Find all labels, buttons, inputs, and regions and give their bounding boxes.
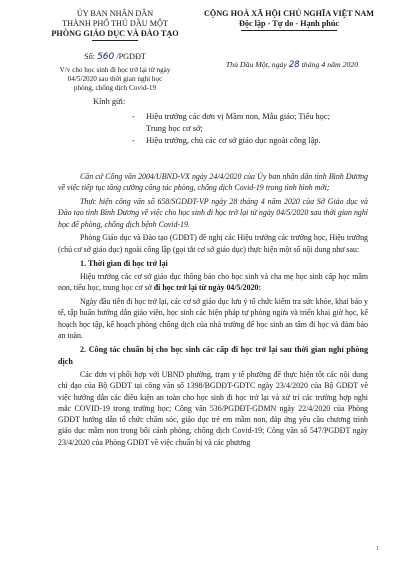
date-suffix: tháng 4 năm 2020 (299, 60, 359, 69)
section-heading-2: 2. Công tác chuẩn bị cho học sinh các cấp đi học trở lại sau thời gian nghỉ phòng dịch (58, 345, 368, 366)
greeting: Kính gửi: (93, 97, 126, 106)
document-subject (40, 66, 190, 93)
return-date-text: Hiệu trưởng các cơ sở giáo dục thông báo cho học sinh và cha mẹ học sinh cấp học mầm non, tiểu học, trung học cơ sở (58, 272, 368, 293)
issue-date (200, 60, 384, 70)
motto: Độc lập - Tự do - Hạnh phúc (238, 19, 340, 28)
section-heading-1: 1. Thời gian đi học trở lại (80, 258, 168, 268)
paragraph-basis: Căn cứ Công văn 2004/UBND-VX ngày 24/4/2020 của Ủy ban nhân dân tỉnh Bình Dương về việc tiếp tục tăng cường công tác phòng, chống dịch Covid-19 trong tình hình mới; (58, 172, 368, 193)
subject-line-2: 04/5/2020 sau thời gian nghỉ học (67, 75, 163, 83)
paragraph-return-date (58, 271, 368, 294)
agency-underline (92, 40, 138, 41)
page-number: 1 (376, 546, 379, 552)
document-body (58, 171, 368, 450)
recipient-item: - Hiệu trưởng các đơn vị Mầm non, Mẫu giáo; Tiểu học; (132, 112, 330, 121)
agency-name: PHÒNG GIÁO DỤC VÀ ĐÀO TẠO (51, 29, 179, 38)
recipient-text: Hiệu trưởng, chủ các cơ sở giáo dục ngoài công lập. (146, 136, 321, 145)
doc-number-suffix: /PGDĐT (114, 52, 146, 61)
paragraph-implementation: Thực hiện công văn số 658/SGDĐT-VP ngày 28 tháng 4 năm 2020 của Sở Giáo dục và Đào tạo tỉnh Bình Dương về việc cho học sinh đi học trở lại từ ngày 04/5/2020 sau thời gian nghỉ học để phòng, chống dịch bệnh Covid-19. (58, 196, 368, 229)
paragraph-request: Phòng Giáo dục và Đào tạo (GDĐT) đề nghị các Hiệu trưởng các trường học, Hiệu trưởng (chủ cơ sở giáo dục) ngoài công lập (gọi tắt cơ sở giáo dục) thực hiện một số nội dung như sau: (58, 233, 368, 254)
date-prefix: Thủ Dầu Một, ngày (225, 60, 289, 69)
motto-underline (241, 30, 337, 31)
agency-line-1: ỦY BAN NHÂN DÂN (76, 9, 154, 18)
subject-line-1: V/v cho học sinh đi học trở lại từ ngày (59, 66, 171, 74)
subject-line-3: phòng, chống dịch Covid-19 (73, 84, 157, 92)
date-day-handwritten: 28 (288, 60, 300, 70)
country-name: CỘNG HOÀ XÃ HỘI CHỦ NGHĨA VIỆT NAM (203, 9, 375, 18)
national-motto-header (196, 9, 382, 31)
issuing-agency-header (40, 9, 190, 41)
document-number (50, 52, 180, 62)
recipient-list (132, 111, 368, 147)
return-date-emphasis: đi học trở lại từ ngày 04/5/2020: (153, 283, 262, 293)
doc-number-prefix: Số: (84, 52, 98, 61)
paragraph-coordination: Các đơn vị phối hợp với UBND phường, trạm y tế phường để thực hiện tốt các nội dung chỉ đạo của Bộ GDĐT tại công văn số 1398/BGDĐT-GDTC ngày 23/4/2020 của Bộ GDĐT về việc hướng dẫn các điều kiện an toàn cho học sinh đi học trở lại và xử trí các trường hợp nghi mắc COVID-19 trong trường học; Công văn 536/PGDĐT-GDMN ngày 22/4/2020 của Phòng GDĐT hướng dẫn tổ chức chăm sóc, giáo dục trẻ em mầm non, đáp ứng yêu cầu chương trình giáo dục mầm non trong bối cảnh phòng, chống dịch Covid-19; Công văn số 547/PGDĐT ngày 23/4/2020 của Phòng GDĐT về việc chuẩn bị và các phương (58, 369, 368, 447)
recipient-text: Hiệu trưởng các đơn vị Mầm non, Mẫu giáo; Tiểu học; (146, 112, 330, 121)
doc-number-handwritten: 560 (97, 52, 115, 62)
agency-line-2: THÀNH PHỐ THỦ DẦU MỘT (62, 19, 168, 28)
recipient-item-continued: Trung học cơ sở; (146, 124, 203, 133)
paragraph-first-day: Ngày đầu tiên đi học trở lại, các cơ sở giáo dục lưu ý tổ chức kiểm tra sức khỏe, khai báo y tế, tập huấn hướng dẫn giáo viên, học sinh các biện pháp tự phòng ngừa và triển khai giờ học, kế hoạch học tập, kế hoạch phòng chống dịch của nhà trường để học sinh an tâm đi học và đảm bảo an toàn. (58, 297, 368, 341)
recipient-item: - Hiệu trưởng, chủ các cơ sở giáo dục ngoài công lập. (132, 136, 321, 145)
